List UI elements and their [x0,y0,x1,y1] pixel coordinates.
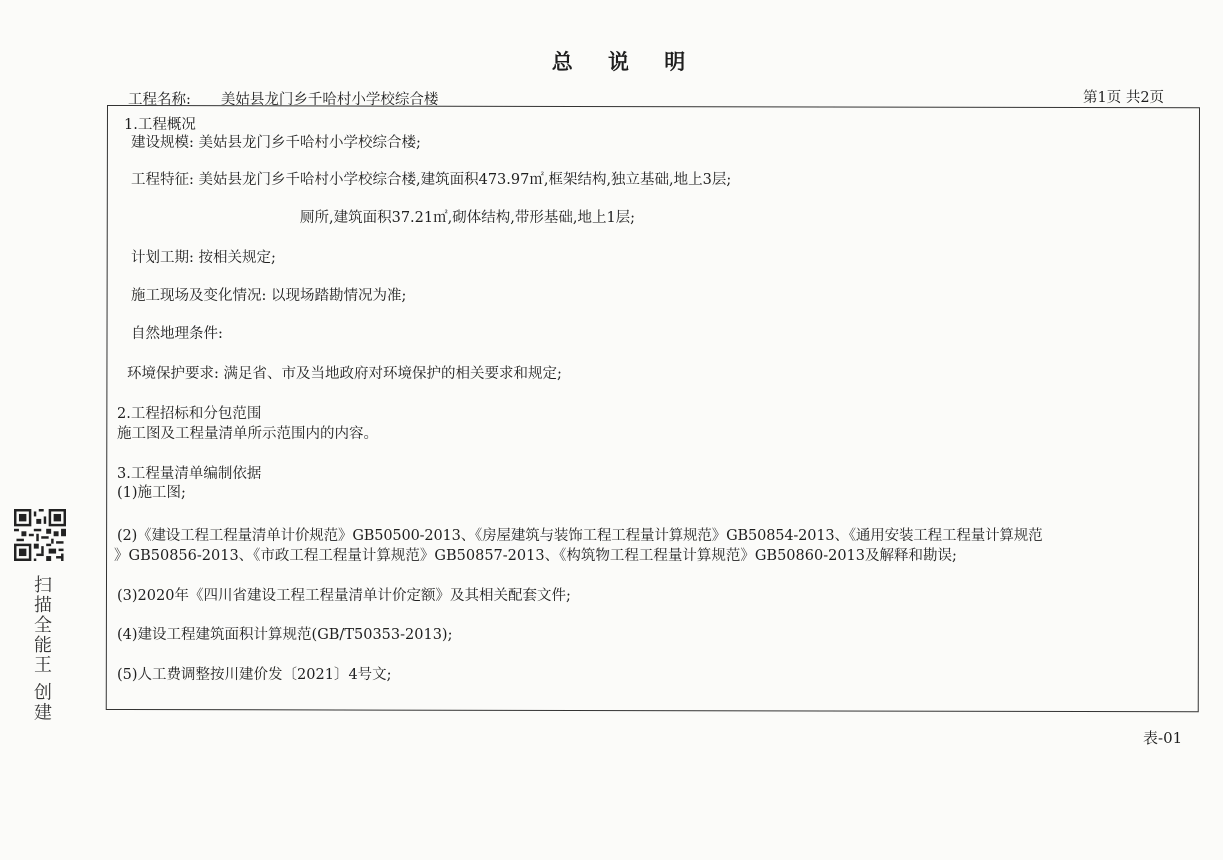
environment-requirements: 环境保护要求: 满足省、市及当地政府对环境保护的相关要求和规定; [127,366,562,382]
document-title: 总 说 明 [551,50,700,74]
basis-item-2-line-2: 》GB50856-2013、《市政工程工程量计算规范》GB50857-2013、《构筑物工程工程量计算规范》GB50860-2013及解释和勘误; [114,548,957,564]
section-1-title: 1.工程概况 [124,117,196,133]
construction-scale: 建设规模: 美姑县龙门乡千哈村小学校综合楼; [131,135,421,151]
scanner-watermark: 扫描全能王 创建 [31,575,52,723]
natural-conditions: 自然地理条件: [131,326,223,342]
basis-item-1: (1)施工图; [117,485,186,501]
basis-item-5: (5)人工费调整按川建价发〔2021〕4号文; [117,667,392,683]
project-feature-2: 厕所,建筑面积37.21㎡,砌体结构,带形基础,地上1层; [300,210,636,226]
planned-schedule: 计划工期: 按相关规定; [131,250,276,266]
qr-code-icon [14,509,66,561]
site-conditions: 施工现场及变化情况: 以现场踏勘情况为准; [131,288,407,304]
page-info: 第1页 共2页 [1083,90,1165,106]
section-2-title: 2.工程招标和分包范围 [117,406,262,422]
content-frame [106,105,1200,712]
section-3-title: 3.工程量清单编制依据 [117,466,262,482]
basis-item-2-line-1: (2)《建设工程工程量清单计价规范》GB50500-2013、《房屋建筑与装饰工程工程量计算规范》GB50854-2013、《通用安装工程工程量计算规范 [117,528,1043,544]
basis-item-4: (4)建设工程建筑面积计算规范(GB/T50353-2013); [117,627,453,643]
project-label: 工程名称: [128,92,191,108]
project-feature-1: 工程特征: 美姑县龙门乡千哈村小学校综合楼,建筑面积473.97㎡,框架结构,独立基础,地上3层; [131,172,732,188]
basis-item-3: (3)2020年《四川省建设工程工程量清单计价定额》及其相关配套文件; [117,588,571,604]
section-2-body: 施工图及工程量清单所示范围内的内容。 [117,426,378,442]
project-name: 美姑县龙门乡千哈村小学校综合楼 [220,92,439,108]
table-code: 表-01 [1143,729,1183,747]
